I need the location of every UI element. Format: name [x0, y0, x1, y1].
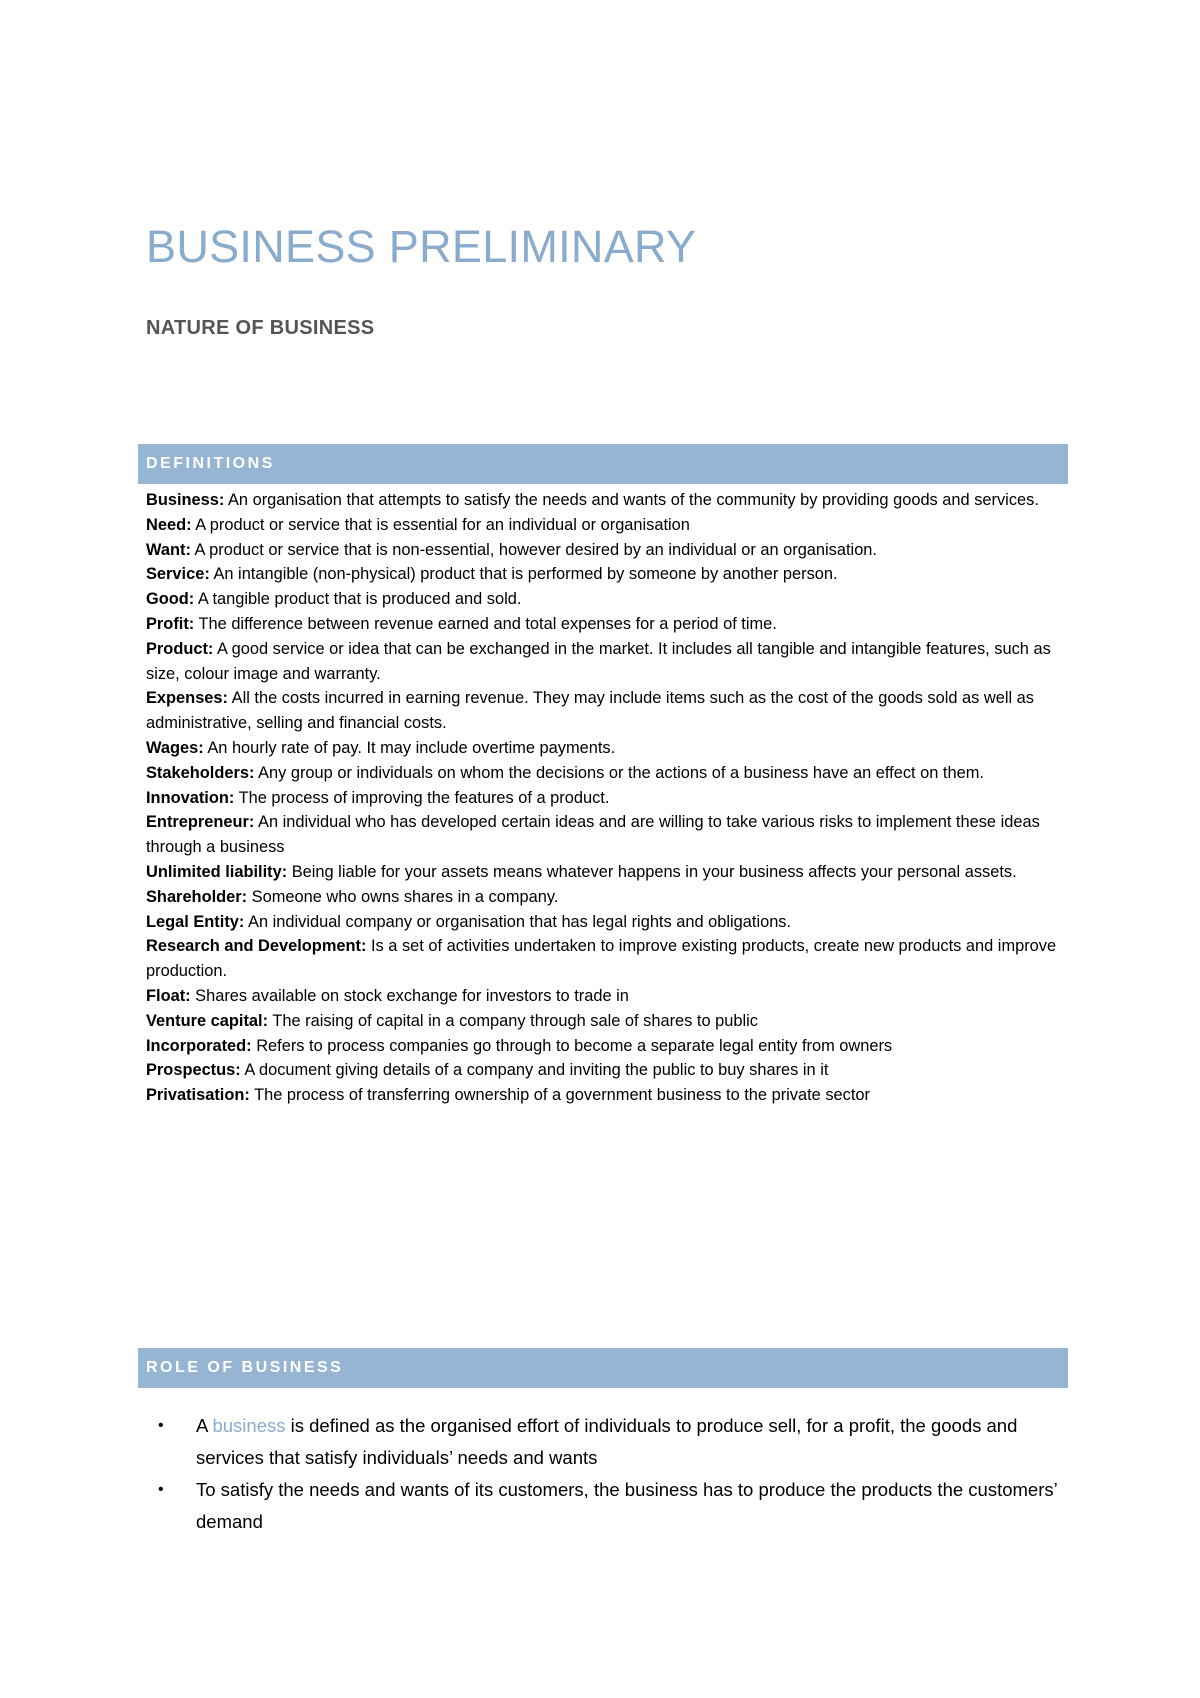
definition-term: Privatisation:: [146, 1086, 250, 1105]
bullet-text-after: is defined as the organised effort of individuals to produce sell, for a profit, the goods and services that satisfy individuals’ needs and wants: [196, 1415, 1018, 1468]
definition-text: The raising of capital in a company through sale of shares to public: [268, 1011, 758, 1030]
definition-item: [146, 885, 1066, 910]
definition-item: [146, 910, 1066, 935]
definition-text: The process of improving the features of a product.: [234, 788, 610, 807]
definition-term: Research and Development:: [146, 937, 367, 956]
definition-term: Wages:: [146, 738, 204, 757]
definition-text: Shares available on stock exchange for investors to trade in: [190, 986, 629, 1005]
definition-item: [146, 538, 1066, 563]
definition-text: The difference between revenue earned and total expenses for a period of time.: [194, 614, 777, 633]
definition-text: An individual who has developed certain ideas and are willing to take various risks to implement these ideas through a business: [146, 813, 1040, 857]
definition-term: Venture capital:: [146, 1011, 269, 1030]
definition-text: An intangible (non-physical) product that is performed by someone by another person.: [209, 565, 838, 584]
definition-item: [146, 810, 1066, 860]
definition-item: [146, 934, 1066, 984]
definition-term: Float:: [146, 986, 191, 1005]
definition-term: Prospectus:: [146, 1061, 241, 1080]
definition-item: [146, 612, 1066, 637]
definition-text: The process of transferring ownership of a government business to the private sector: [249, 1086, 870, 1105]
definition-term: Shareholder:: [146, 887, 248, 906]
definition-item: [146, 488, 1066, 513]
definition-text: An organisation that attempts to satisfy the needs and wants of the community by providing goods and services.: [224, 491, 1039, 509]
bullet-dot-icon: •: [158, 1481, 164, 1498]
definition-term: Incorporated:: [146, 1036, 252, 1055]
business-link[interactable]: business: [212, 1415, 286, 1436]
bullet-item: [146, 1410, 1066, 1474]
definition-item: [146, 786, 1066, 811]
definition-text: A good service or idea that can be exchanged in the market. It includes all tangible and intangible features, such as size, colour image and warranty.: [146, 639, 1051, 683]
definition-term: Profit:: [146, 614, 195, 633]
definition-term: Innovation:: [146, 788, 235, 807]
definition-text: Being liable for your assets means whatever happens in your business affects your personal assets.: [287, 862, 1017, 881]
definition-term: Legal Entity:: [146, 912, 245, 931]
bullet-item: [146, 1474, 1066, 1538]
bullet-dot-icon: •: [158, 1417, 164, 1434]
definition-text: All the costs incurred in earning revenue. They may include items such as the cost of the goods sold as well as administrative, selling and financial costs.: [146, 689, 1034, 733]
definition-item: [146, 637, 1066, 687]
definition-item: [146, 761, 1066, 786]
definition-term: Good:: [146, 590, 195, 609]
definition-item: [146, 1083, 1066, 1108]
definition-text: Any group or individuals on whom the decisions or the actions of a business have an effect on them.: [254, 763, 984, 782]
definitions-heading-bar: DEFINITIONS: [138, 444, 1068, 484]
definitions-list: [146, 488, 1066, 1108]
definition-term: Stakeholders:: [146, 763, 255, 782]
definition-term: Product:: [146, 639, 214, 658]
role-of-business-heading-bar: ROLE OF BUSINESS: [138, 1348, 1068, 1388]
definition-text: An hourly rate of pay. It may include overtime payments.: [203, 738, 616, 757]
bullet-text-before: A: [196, 1415, 213, 1436]
definition-text: A product or service that is essential for an individual or organisation: [191, 515, 690, 534]
definition-item: [146, 1058, 1066, 1083]
page-title: BUSINESS PRELIMINARY: [146, 221, 697, 272]
definition-term: Entrepreneur:: [146, 813, 255, 832]
definition-item: [146, 984, 1066, 1009]
definition-text: A document giving details of a company and inviting the public to buy shares in it: [240, 1061, 829, 1080]
definition-item: [146, 860, 1066, 885]
bullet-text: To satisfy the needs and wants of its customers, the business has to produce the products the customers’ demand: [196, 1479, 1058, 1532]
definition-item: [146, 736, 1066, 761]
definition-term: Want:: [146, 540, 191, 559]
definition-item: [146, 686, 1066, 736]
definition-term: Expenses:: [146, 689, 228, 708]
definition-item: [146, 1009, 1066, 1034]
definition-text: An individual company or organisation that has legal rights and obligations.: [244, 912, 792, 931]
definition-item: [146, 513, 1066, 538]
definition-text: A tangible product that is produced and sold.: [194, 590, 522, 609]
definition-item: [146, 1034, 1066, 1059]
definition-term: Business:: [146, 491, 225, 509]
definition-term: Need:: [146, 515, 192, 534]
role-of-business-list: [146, 1410, 1066, 1538]
definition-term: Unlimited liability:: [146, 862, 288, 881]
definition-item: [146, 562, 1066, 587]
definition-text: Is a set of activities undertaken to improve existing products, create new products and improve production.: [146, 937, 1057, 981]
page-subtitle: NATURE OF BUSINESS: [146, 317, 375, 339]
definition-term: Service:: [146, 565, 210, 584]
definition-text: Someone who owns shares in a company.: [247, 887, 559, 906]
definition-text: Refers to process companies go through to become a separate legal entity from owners: [251, 1036, 893, 1055]
definition-item: [146, 587, 1066, 612]
definition-text: A product or service that is non-essential, however desired by an individual or an organisation.: [190, 540, 877, 559]
